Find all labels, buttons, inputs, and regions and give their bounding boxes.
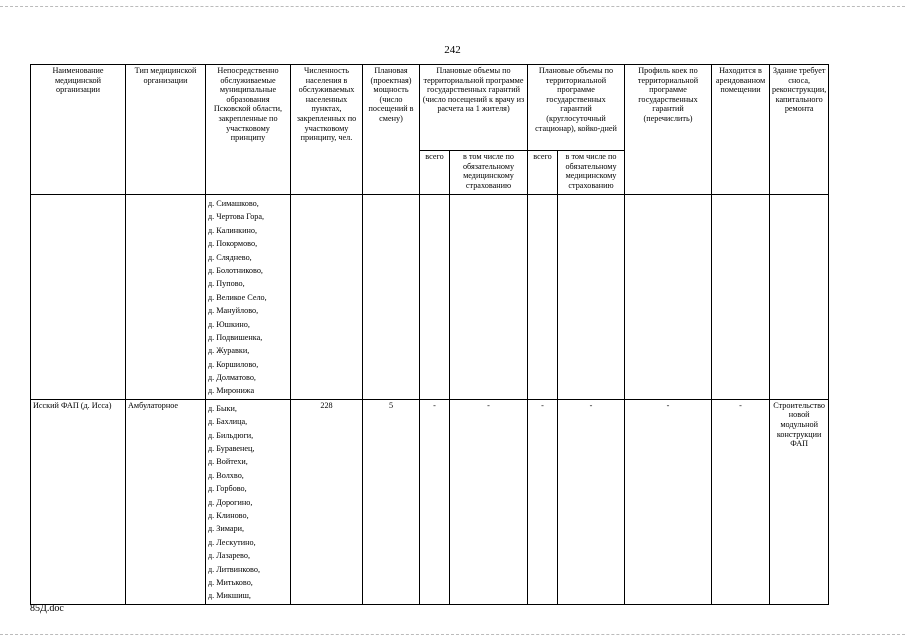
village-item: д. Калинкино,	[208, 225, 258, 235]
village-item: д. Долматово,	[208, 373, 256, 383]
header-row	[31, 65, 829, 151]
outpatient-oms-value: -	[450, 399, 528, 604]
header-bed-profile: Профиль коек по территориальной программе государственных гарантий (перечислить)	[625, 65, 712, 195]
header-rented: Находится в арендованном помещении	[712, 65, 770, 195]
village-item: д. Сляднево,	[208, 252, 252, 262]
file-name-footer: 85Д.doc	[30, 603, 64, 614]
rented-value: -	[712, 399, 770, 604]
villages-list	[206, 399, 291, 604]
village-item: д. Микшиш,	[208, 591, 251, 601]
village-item: д. Митьково,	[208, 577, 253, 587]
subheader-out-total: всего	[420, 151, 450, 195]
cell-empty	[625, 195, 712, 400]
village-item: д. Бахлица,	[208, 417, 248, 427]
village-item: д. Покормово,	[208, 239, 258, 249]
village-item: д. Литвинково,	[208, 564, 261, 574]
cell-empty	[770, 195, 829, 400]
header-outpatient-volume: Плановые объемы по территориальной программе государственных гарантий (число посещений к врачу из расчета на 1 жителя)	[420, 65, 528, 151]
medical-organizations-table	[30, 64, 829, 605]
subheader-in-total: всего	[528, 151, 558, 195]
capacity-value: 5	[363, 399, 420, 604]
subheader-in-oms: в том числе по обязательному медицинскому страхованию	[558, 151, 625, 195]
village-item: д. Горбово,	[208, 484, 247, 494]
org-name: Исский ФАП (д. Исса)	[31, 399, 126, 604]
village-item: д. Журавки,	[208, 346, 250, 356]
cell-empty	[420, 195, 450, 400]
village-item: д. Быки,	[208, 403, 237, 413]
village-item: д. Великое Село,	[208, 292, 267, 302]
village-item: д. Бильдюги,	[208, 430, 254, 440]
cell-empty	[528, 195, 558, 400]
village-item: д. Лазарево,	[208, 551, 250, 561]
page-number: 242	[444, 44, 461, 56]
header-inpatient-volume: Плановые объемы по территориальной программе государственных гарантий (круглосуточный стационар), койко-дней	[528, 65, 625, 151]
header-served-municipalities: Непосредственно обслуживаемые муниципальные образования Псковской области, закрепленные по участковому принципу	[206, 65, 291, 195]
header-building: Здание требует сноса, реконструкции, капитального ремонта	[770, 65, 829, 195]
village-item: д. Чертова Гора,	[208, 212, 265, 222]
village-item: д. Болотниково,	[208, 265, 263, 275]
village-item: д. Миронижа	[208, 386, 255, 396]
village-item: д. Буравенец,	[208, 444, 255, 454]
header-population: Численность населения в обслуживаемых населенных пунктах, закрепленных по участковому принципу, чел.	[291, 65, 363, 195]
cell-empty	[363, 195, 420, 400]
cell-empty	[450, 195, 528, 400]
village-item: д. Волхво,	[208, 470, 244, 480]
village-item: д. Пупово,	[208, 279, 245, 289]
scan-artifact-top	[0, 6, 905, 7]
org-type: Амбулаторное	[126, 399, 206, 604]
village-item: д. Подвишенка,	[208, 332, 263, 342]
village-item: д. Коршилово,	[208, 359, 259, 369]
subheader-out-oms: в том числе по обязательному медицинскому страхованию	[450, 151, 528, 195]
cell-empty	[31, 195, 126, 400]
header-type: Тип медицинской организации	[126, 65, 206, 195]
village-item: д. Симашково,	[208, 199, 259, 208]
village-item: д. Юшкино,	[208, 319, 250, 329]
inpatient-total-value: -	[528, 399, 558, 604]
bed-profile-value: -	[625, 399, 712, 604]
village-item: д. Клиново,	[208, 510, 249, 520]
village-item: д. Мануйлово,	[208, 306, 259, 316]
inpatient-oms-value: -	[558, 399, 625, 604]
cell-empty	[712, 195, 770, 400]
village-item: д. Войтехи,	[208, 457, 248, 467]
villages-list	[206, 195, 291, 400]
village-item: д. Лескутино,	[208, 537, 256, 547]
building-value: Строительство новой модульной конструкции ФАП	[770, 399, 829, 604]
cell-empty	[126, 195, 206, 400]
village-item: д. Дорогино,	[208, 497, 253, 507]
outpatient-total-value: -	[420, 399, 450, 604]
table-row	[31, 195, 829, 400]
population-value: 228	[291, 399, 363, 604]
cell-empty	[558, 195, 625, 400]
header-name: Наименование медицинской организации	[31, 65, 126, 195]
scan-artifact-bottom	[0, 634, 905, 635]
table-row	[31, 399, 829, 604]
village-item: д. Зимари,	[208, 524, 245, 534]
cell-empty	[291, 195, 363, 400]
header-capacity: Плановая (проектная) мощность (число посещений в смену)	[363, 65, 420, 195]
